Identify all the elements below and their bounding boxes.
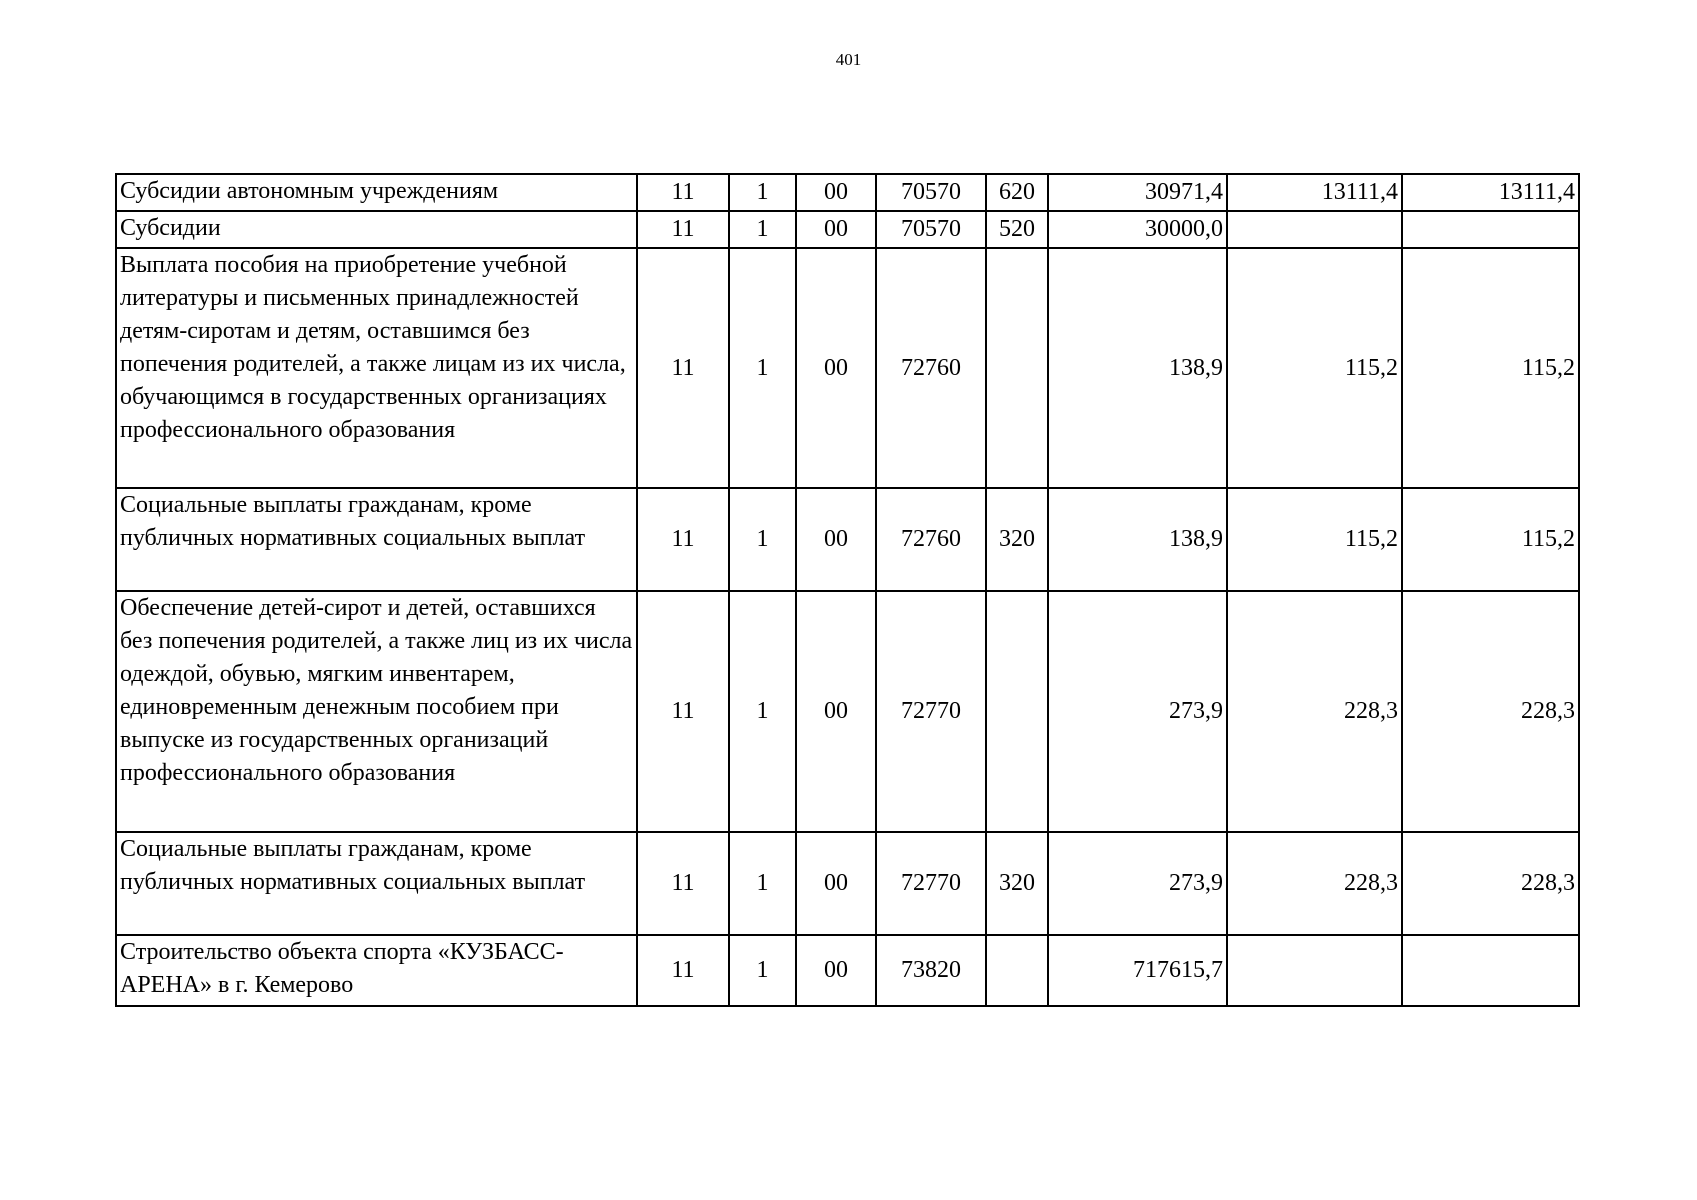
subsection-code: 1 (729, 832, 796, 935)
row-name: Социальные выплаты гражданам, кроме публичных нормативных социальных выплат (116, 832, 637, 935)
table-row (116, 248, 1579, 488)
subsection-code: 1 (729, 248, 796, 488)
amount-2: 228,3 (1227, 832, 1402, 935)
expense-type-code: 620 (986, 174, 1048, 211)
amount-3 (1402, 211, 1579, 248)
program-code: 00 (796, 488, 876, 591)
row-name: Субсидии автономным учреждениям (116, 174, 637, 211)
amount-1: 273,9 (1048, 832, 1227, 935)
subsection-code: 1 (729, 211, 796, 248)
amount-3 (1402, 935, 1579, 1006)
expense-type-code (986, 591, 1048, 832)
subsection-code: 1 (729, 935, 796, 1006)
section-code: 11 (637, 591, 729, 832)
amount-1: 30971,4 (1048, 174, 1227, 211)
program-code: 00 (796, 832, 876, 935)
expense-type-code (986, 935, 1048, 1006)
section-code: 11 (637, 832, 729, 935)
table-row (116, 935, 1579, 1006)
amount-1: 273,9 (1048, 591, 1227, 832)
section-code: 11 (637, 935, 729, 1006)
program-code: 00 (796, 591, 876, 832)
target-code: 73820 (876, 935, 986, 1006)
subsection-code: 1 (729, 488, 796, 591)
row-name: Обеспечение детей-сирот и детей, оставшихся без попечения родителей, а также лиц из их числа одеждой, обувью, мягким инвентарем, единовременным денежным пособием при выпуске из государственных организаций профессионального образования (116, 591, 637, 832)
subsection-code: 1 (729, 174, 796, 211)
budget-table (115, 173, 1580, 1007)
section-code: 11 (637, 174, 729, 211)
program-code: 00 (796, 174, 876, 211)
table-row (116, 174, 1579, 211)
table-row (116, 591, 1579, 832)
amount-2 (1227, 211, 1402, 248)
row-name: Субсидии (116, 211, 637, 248)
program-code: 00 (796, 211, 876, 248)
amount-2: 228,3 (1227, 591, 1402, 832)
amount-3: 115,2 (1402, 488, 1579, 591)
subsection-code: 1 (729, 591, 796, 832)
section-code: 11 (637, 248, 729, 488)
row-name: Выплата пособия на приобретение учебной литературы и письменных принадлежностей детям-сиротам и детям, оставшимся без попечения родителей, а также лицам из их числа, обучающимся в государственных организациях профессионального образования (116, 248, 637, 488)
amount-1: 138,9 (1048, 488, 1227, 591)
program-code: 00 (796, 935, 876, 1006)
row-name: Строительство объекта спорта «КУЗБАСС-АРЕНА» в г. Кемерово (116, 935, 637, 1006)
target-code: 70570 (876, 174, 986, 211)
amount-3: 228,3 (1402, 591, 1579, 832)
amount-2: 115,2 (1227, 488, 1402, 591)
target-code: 72760 (876, 488, 986, 591)
amount-2 (1227, 935, 1402, 1006)
row-name: Социальные выплаты гражданам, кроме публичных нормативных социальных выплат (116, 488, 637, 591)
expense-type-code: 520 (986, 211, 1048, 248)
amount-1: 30000,0 (1048, 211, 1227, 248)
target-code: 70570 (876, 211, 986, 248)
target-code: 72770 (876, 591, 986, 832)
target-code: 72770 (876, 832, 986, 935)
amount-3: 115,2 (1402, 248, 1579, 488)
program-code: 00 (796, 248, 876, 488)
amount-3: 13111,4 (1402, 174, 1579, 211)
table-row (116, 488, 1579, 591)
section-code: 11 (637, 488, 729, 591)
table-row (116, 211, 1579, 248)
amount-2: 13111,4 (1227, 174, 1402, 211)
amount-1: 717615,7 (1048, 935, 1227, 1006)
expense-type-code: 320 (986, 832, 1048, 935)
table-row (116, 832, 1579, 935)
amount-2: 115,2 (1227, 248, 1402, 488)
page-number: 401 (835, 50, 862, 69)
section-code: 11 (637, 211, 729, 248)
amount-3: 228,3 (1402, 832, 1579, 935)
target-code: 72760 (876, 248, 986, 488)
expense-type-code (986, 248, 1048, 488)
expense-type-code: 320 (986, 488, 1048, 591)
amount-1: 138,9 (1048, 248, 1227, 488)
